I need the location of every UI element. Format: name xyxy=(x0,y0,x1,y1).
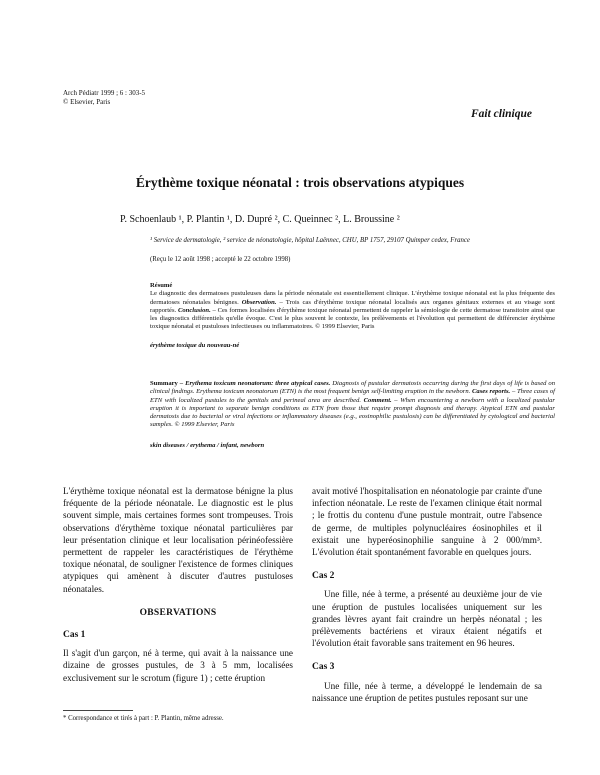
resume-conclusion-label: Conclusion. xyxy=(177,306,211,314)
affiliation: ¹ Service de dermatologie, ² service de néonatologie, hôpital Laënnec, CHU, BP 1757, 29107 Quimper cedex, France xyxy=(150,237,470,244)
cas1-heading: Cas 1 xyxy=(63,630,86,641)
summary-block xyxy=(150,380,555,450)
summary-cases-text: – Three cases of ETN with localized pustules to the genitals and perineal area are described. xyxy=(150,388,556,404)
resume-observation-label: Observation. xyxy=(241,298,277,306)
summary-keywords: skin diseases / erythema / infant, newborn xyxy=(150,441,265,449)
section-label: Fait clinique xyxy=(470,108,532,120)
footnote: * Correspondance et tirés à part : P. Plantin, même adresse. xyxy=(63,715,224,722)
author-list: P. Schoenlaub ¹, P. Plantin ¹, D. Dupré ², C. Queinnec ², L. Broussine ² xyxy=(120,214,400,225)
cas3-heading: Cas 3 xyxy=(312,662,335,673)
cas2-heading: Cas 2 xyxy=(312,571,335,582)
article-title: Érythème toxique néonatal : trois observations atypiques xyxy=(135,175,465,190)
resume-conclusion-text: – Ces formes localisées d'érythème toxique néonatal permettent de rappeler la sémiologie de cette dermatose transitoire ainsi que les diagnostics différentiels qu'elle évoque. C'est le plus souvent le contexte, les prélèvements et l'évolution qui permettent de différencier érythème toxique néonatal et pustuloses infectieuses ou inflammatoires. © 1999 Elsevier, Paris xyxy=(150,306,555,331)
cas2-text: Une fille, née à terme, a présenté au deuxième jour de vie une éruption de pustules localisées uniquement sur les grandes lèvres ayant fait craindre un herpès néonatal ; les prélèvements bactériens et viraux étaient négatifs et l'évolution était favorable sans traitement en 96 heures. xyxy=(312,589,542,649)
received-dates: (Reçu le 12 août 1998 ; accepté le 22 octobre 1998) xyxy=(150,256,291,263)
intro-paragraph: L'érythème toxique néonatal est la dermatose bénigne la plus fréquente de la période néonatale. Le diagnostic est le plus souvent simple, mais certaines formes sont trompeuses. Trois observations d'érythème toxique néonatal particulières par leur présentation clinique et leur localisation périnéofessière permettent de rappeler les caractéristiques de l'érythème toxique néonatal, de souligner l'existence de formes cliniques atypiques qui amènent à discuter d'autres pustuloses néonatales. xyxy=(63,486,293,594)
footnote-rule xyxy=(63,710,133,711)
left-column xyxy=(63,485,293,684)
journal-publisher: © Elsevier, Paris xyxy=(63,98,111,106)
summary-cases-label: Cases reports. xyxy=(472,388,511,396)
summary-title: Erythema toxicum neonatorum: three atypical cases. xyxy=(185,380,331,387)
summary-heading: Summary – xyxy=(150,380,184,387)
resume-block xyxy=(150,282,555,350)
resume-intro: Le diagnostic des dermatoses pustuleuses dans la période néonatale est essentiellement clinique. L'érythème toxique néonatal est la plus fréquente des dermatoses néonatales bénignes. xyxy=(150,290,555,306)
journal-citation-block xyxy=(63,89,223,107)
summary-background: Diagnosis of pustular dermatosis occurring during the first days of life is based on clinical findings. Erythema toxicum neonatorum (ETN) is the most frequent benign self-limiting eruption in the newborn. xyxy=(150,380,555,396)
resume-observation-text: – Trois cas d'érythème toxique néonatal localisés aux organes génitaux externes et au visage sont rapportés. xyxy=(150,298,555,314)
observations-heading: OBSERVATIONS xyxy=(139,607,217,618)
resume-keywords: érythème toxique du nouveau-né xyxy=(150,341,240,349)
cas1-text: Il s'agit d'un garçon, né à terme, qui avait à la naissance une dizaine de grosses pustules, de 3 à 5 mm, localisées exclusivement sur le scrotum (figure 1) ; cette éruption xyxy=(63,648,293,683)
summary-comment-text: – When encountering a newborn with a localized pustular eruption it is important to separate benign conditions as ETN from those that require prompt diagnosis and therapy. Atypical ETN and pustular dermatosis due to bacterial or viral infections or inflammatory diseases (e.g., eosinophilic pustulosis) can be differentiated by cytological and bacterial samples. © 1999 Elsevier, Paris xyxy=(150,396,556,429)
journal-citation: Arch Pédiatr 1999 ; 6 : 303-5 xyxy=(63,89,146,97)
cas3-text: Une fille, née à terme, a développé le lendemain de sa naissance une éruption de petites pustules reposant sur une xyxy=(312,680,542,703)
summary-comment-label: Comment. xyxy=(363,396,392,404)
right-column xyxy=(312,485,542,704)
resume-heading: Résumé xyxy=(150,282,173,289)
cas1-continued: avait motivé l'hospitalisation en néonatologie par crainte d'une infection néonatale. Le reste de l'examen clinique était normal ; le frottis du contenu d'une pustule montrait, outre l'absence de germe, de multiples polynucléaires éosinophiles et il existait une hyperéosinophilie sanguine à 2 000/mm³. L'évolution était spontanément favorable en quelques jours. xyxy=(312,486,542,558)
